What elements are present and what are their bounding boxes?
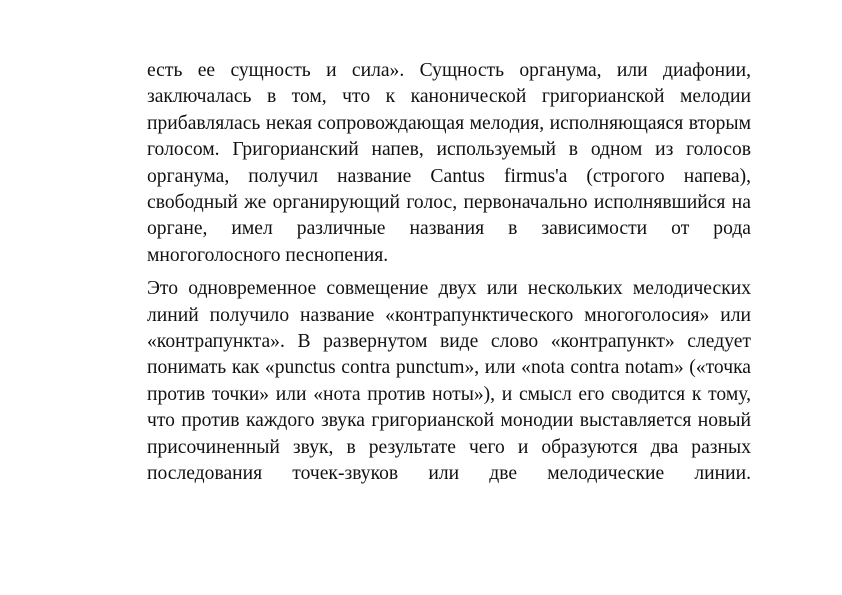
paragraph-counterpoint: Это одновременное совмещение двух или нескольких мелодических линий получило название «контрапунктического многоголосия» или «контрапункта». В развернутом виде слово «контрапункт» следует понимать как «punctus contra punctum», или «nota contra notam» («точка против точки» или «нота против ноты»), и смысл его сводится к тому, что против каждого звука григорианской монодии выставляется новый присочиненный звук, в результате чего и образуются два разных последования точек-звуков или две мелодические линии. bbox=[147, 278, 751, 485]
paragraph-organum: есть ее сущность и сила». Сущность органума, или диафонии, заключалась в том, что к канонической григорианской мелодии прибавлялась некая сопровождающая мелодия, исполняющаяся вторым голосом. Григорианский напев, используемый в одном из голосов органума, получил название Cantus firmus'а (строгого напева), свободный же органирующий голос, первоначально исполнявшийся на органе, имел различные названия в зависимости от рода многоголосного песнопения. bbox=[147, 60, 751, 266]
body-text bbox=[147, 58, 751, 488]
